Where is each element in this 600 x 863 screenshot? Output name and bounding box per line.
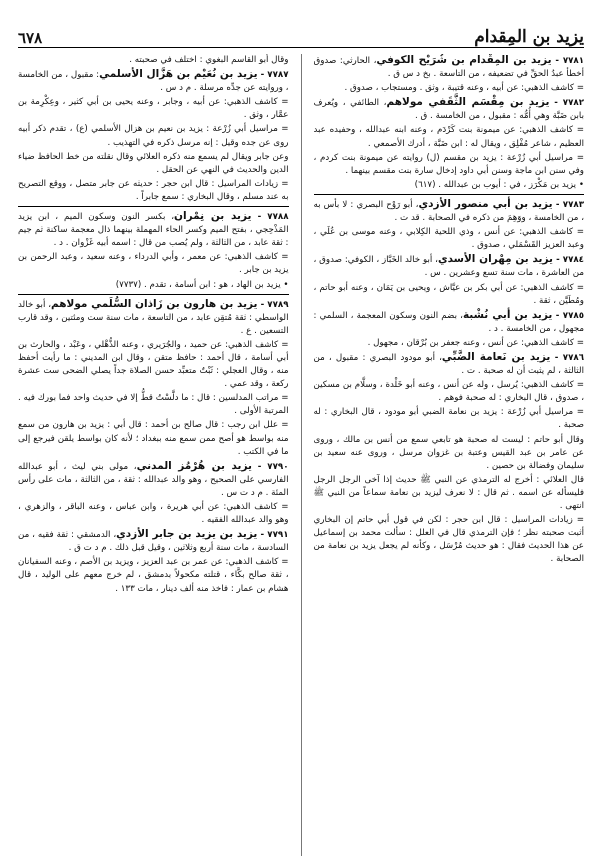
entry-note: = مراسيل أبي زُرْعة : يزيد بن مقسم (ل) روايته عن ميمونة بنت كردم ، وفي سنن ابن ماجة وسنن أبي داود إدخال سارة بنت مقسم بينهما . — [313, 152, 584, 176]
biography-entry — [314, 96, 585, 123]
entry-note: • يزيد بن مَكْرَز ، في : أيوب بن عبدالله . (٦١٧) — [414, 179, 584, 190]
entry-note: = زيادات المراسيل : قال ابن حجر : لكن في قول أبي حاتم إن البخاري أثبت صحبته نظر ؛ فإن الترمذي قال في العلل : سألت محمد بن إسماعيل عن هذا الحديث فقال : هو حديث مُرْسَل ، وكأنه لم يجعل يزيد بن نعامة من الصحابة . — [313, 515, 584, 565]
entry-description: ، بضم النون وسكون المعجمة ، السلمي : مجهول ، من الخامسة . د . — [313, 310, 584, 334]
entry-note: = كاشف الذهبي: عن أبي هريرة ، وابن عباس ، وعنه الباقر ، والزهري ، وهو والد عبدالله الفقيه . — [18, 502, 289, 526]
entry-description: ، أبو خالد الواسطي : ثقة مُتقِن عابد ، من التاسعة ، مات سنة ست ومئتين ، وقد قارب التسعين . ع . — [18, 299, 289, 336]
page-number: ٦٧٨ — [18, 29, 43, 47]
entry-description: ، الطائفي ، ويُعرف بابن ضَبَّة وهي أُمُّه : مقبول ، من الخامسة . ق . — [313, 98, 584, 122]
section-divider — [18, 206, 289, 207]
entry-number: ٧٧٨٤ - — [552, 255, 584, 266]
entry-number: ٧٧٨٦ - — [550, 352, 584, 363]
entry-note: قال العلائي : أخرج له الترمذي عن النبي ﷺ حديث إذا آخى الرجل الرجل فليسأله عن اسمه . ثم قال : لا نعرف ليزيد بن نعامة سماعاً من النبي ﷺ انتهى . — [313, 474, 584, 511]
entry-name: يزيد بن هُرْمُز المدني — [136, 459, 252, 472]
biography-entry — [18, 210, 289, 250]
biography-entry — [314, 253, 585, 280]
page-header — [18, 0, 584, 48]
entry-note: = كاشف الذهبي: عن حميد ، والجُرَيري ، وعنه الذُّهْلي ، وعَبْد ، والحارث بن أبي أسامة ، قال أحمد : حافظ متقن ، وقال ابن المديني : ما رأيت أحفظ منه ، وقال العجلي : ثَبْتٌ متعبِّد حسن الصلاة جداً يصلي الضحى ست عشرة ركعة ، وقد عمي . — [18, 339, 289, 390]
entry-note: = كاشف الذهبي: عن ميمونة بنت كَرْدَم ، وعنه ابنه عبدالله ، وحفيده عبد العظيم ، شاعر مُفْلِق ، ويقال له : ابن ضَبَّة ، أدرك الأصمعي . — [313, 125, 584, 149]
entry-name: يزيد بن يزيد بن جابر الأزدي — [116, 528, 258, 541]
entry-number: ٧٧٩٠ - — [251, 461, 289, 472]
entry-name: يزيد بن المِقْدام بن شُرَيْح الكوفي — [376, 54, 552, 66]
biography-entry — [18, 68, 289, 95]
column-separator — [301, 54, 302, 856]
entry-note: = كاشف الذهبي: عن أبي بكر بن عيَّاش ، ويحيى بن يَمَان ، وعنه أبو حاتم ، ومُطَيَّن ، ثقة . — [313, 282, 584, 306]
biography-entry — [18, 460, 289, 500]
running-title: يزيد بن المِقدام — [474, 27, 584, 47]
entry-name: يزيد بن هارون بن زَاذان السُّلَمي مولاهم — [51, 297, 258, 310]
entry-note: = مراسيل أبي زُرْعة : يزيد بن نعيم بن هزال الأسلمي (ع) ، تقدم ذكر أبيه روى عن جده وقيل : إنه مرسل ذكره في التهذيب . — [18, 124, 289, 148]
text-columns — [18, 48, 584, 856]
biography-entry — [18, 528, 289, 555]
entry-note: = كاشف الذهبي: عن أبيه ، وعنه قتيبة ، وثق . ومستجاب ، صدوق . — [344, 83, 584, 94]
entry-number: ٧٧٨٧ - — [257, 70, 289, 81]
entry-description: : مقبول ، من الخامسة ، وروايته عن جدِّه مرسلة . م د س . — [18, 70, 289, 94]
entry-number: ٧٧٨٣ - — [552, 199, 584, 210]
entry-name: يزيد بن مِهْران الأسدي — [437, 253, 553, 266]
entry-note: = كاشف الذهبي: يُرسل ، وله عن أنس ، وعنه أبو خَلْدة ، وسلَّام بن مسكين ، صدوق ، قال البخاري : له صحبة فوهم . — [313, 380, 584, 404]
section-divider — [314, 194, 585, 195]
entry-number: ٧٧٨٩ - — [257, 299, 289, 310]
entry-note: = علل ابن رجب : قال صالح بن أحمد : قال أبي : يزيد بن هارون من سمع منه بواسط هو أصح ممن سمع منه ببغداد ؛ لأنه كان بواسط يلقن فيرجع إلى ما في الكتب . — [18, 420, 289, 457]
entry-note: = زيادات المراسيل : قال ابن حجر : حديثه عن جابر متصل ، ووقع التصريح به عند مسلم ، وقال البخاري : سمع جابراً . — [18, 178, 289, 202]
biography-entry — [314, 54, 585, 81]
entry-note: = كاشف الذهبي: عن أنس ، وعنه جعفر بن بُرْقان ، مجهول . — [367, 337, 584, 348]
entry-name: يزيد بن أبي منصور الأزدي — [418, 197, 553, 210]
entry-note: وقال أبو حاتم : ليست له صحبة هو تابعي سمع من أنس بن مالك ، وروى عن عامر بن عبد القيس وعتبة بن غزوان مرسل ، وروى عنه سعيد بن سليمان وفضالة بن حصين . — [313, 434, 584, 471]
entry-note: • يزيد بن الهاد ، هو : ابن أسامة ، تقدم . (٧٧٣٧) — [115, 279, 289, 290]
entry-description: ، مولى بني ليث ، أبو عبدالله الفارسي على الصحيح ، وهو والد عبدالله : ثقة ، من الثالثة ، مات على رأس المئة . م د ت س . — [18, 461, 289, 498]
entry-note: = كاشف الذهبي: عن عمر بن عبد العزيز ، ويزيد بن الأصم ، وعنه السفيانان ، ثقة صالح بكَّاء ، قتلته مكحولاً بدمشق ، لم خرج معهم على الوليد ، قال هشام بن عمار : فاخذ منه ألف دينار ، مات ١٣٣ . — [18, 557, 289, 594]
biography-entry — [314, 198, 585, 225]
left-column — [18, 54, 289, 856]
entry-number: ٧٧٨٢ - — [549, 98, 584, 109]
entry-description: ، أبو رَوْح البصري : لا بأس به ، من الخامسة ، ووَهِمَ من ذكره في الصحابة . قد ت . — [313, 199, 584, 224]
entry-note: وعن جابر ويقال لم يسمع منه ذكره العلائي وقال نقلته من خط الحافظ ضياء الدين والحديث في النهي عن الحقل . — [18, 151, 289, 175]
biography-entry — [314, 309, 585, 336]
entry-description: ، بكسر النون وسكون الميم ، ابن يزيد المَذْحِجي ، بفتح الميم وكسر الحاء المهملة بينهما ذال معجمة ساكنة ثم جيم : ثقة عابد ، من الثالثة ، ولم يُصب من قال : اسمه أبيه غَزْوان . د . — [18, 212, 289, 249]
entry-name: يزيد بن مِقْسَم الثَّقَفي مولاهم — [386, 96, 550, 109]
entry-note: = كاشف الذهبي: عن معمر ، وأبي الدرداء ، وعنه سعيد ، وعبد الرحمن بن يزيد بن جابر . — [18, 252, 289, 276]
entry-description: ، الدمشقي : ثقة فقيه ، من السادسة ، مات سنة أربع وثلاثين ، وقيل قبل ذلك . م د ت ق . — [18, 530, 289, 554]
entry-note: = كاشف الذهبي: عن أبيه ، وجابر ، وعنه يحيى بن أبي كثير ، وعِكْرِمة بن عمَّار ، وثق . — [18, 97, 289, 121]
entry-name: يزيد بن نَعامة الضَّبِّي — [441, 350, 551, 363]
entry-note: وقال أبو القاسم البغوي : اختلف في صحبته . — [129, 55, 289, 65]
entry-name: يزيد بن نُعَيْم بن هَزَّال الأسلمي — [99, 68, 258, 81]
right-column — [314, 54, 585, 856]
biography-entry — [18, 298, 289, 338]
entry-name: يزيد بن نِمْران — [174, 210, 252, 223]
entry-note: = كاشف الذهبي: عن أنس ، وذي اللحية الكِلابي ، وعنه موسى بن عُلَي ، وعبد العزيز القَسْمَلي ، صدوق . — [313, 227, 584, 251]
entry-note: = مراتب المدلسين : قال : ما دلَّسْتُ قطُّ إلا في حديث واحد فما بورك فيه . المرتبة الأولى . — [18, 393, 289, 417]
entry-number: ٧٧٨٥ - — [552, 310, 584, 321]
entry-description: ، أبو خالد الخَبَّاز ، الكوفي: صدوق ، من العاشرة ، مات سنة تسع وعشرين . س . — [313, 255, 584, 279]
entry-description: ، الحارثي: صدوق أخطأ عبدُ الحقِّ في تضعيفه ، من التاسعة . بخ د س ق . — [313, 56, 584, 80]
entry-note: = مراسيل أبي زُرْعة : يزيد بن نعامة الضبي أبو مودود ، قال البخاري : له صحبة . — [313, 407, 584, 431]
section-divider — [18, 294, 289, 295]
entry-description: ، أبو مودود البصري : مقبول ، من الثالثة ، لم يثبت أن له صحبة . ت . — [313, 352, 584, 377]
entry-name: يزيد بن أبي نُشْبة — [462, 308, 553, 321]
entry-number: ٧٧٨١ - — [551, 56, 584, 66]
entry-number: ٧٧٨٨ - — [251, 212, 289, 223]
entry-number: ٧٧٩١ - — [257, 530, 289, 541]
biography-entry — [314, 351, 585, 378]
